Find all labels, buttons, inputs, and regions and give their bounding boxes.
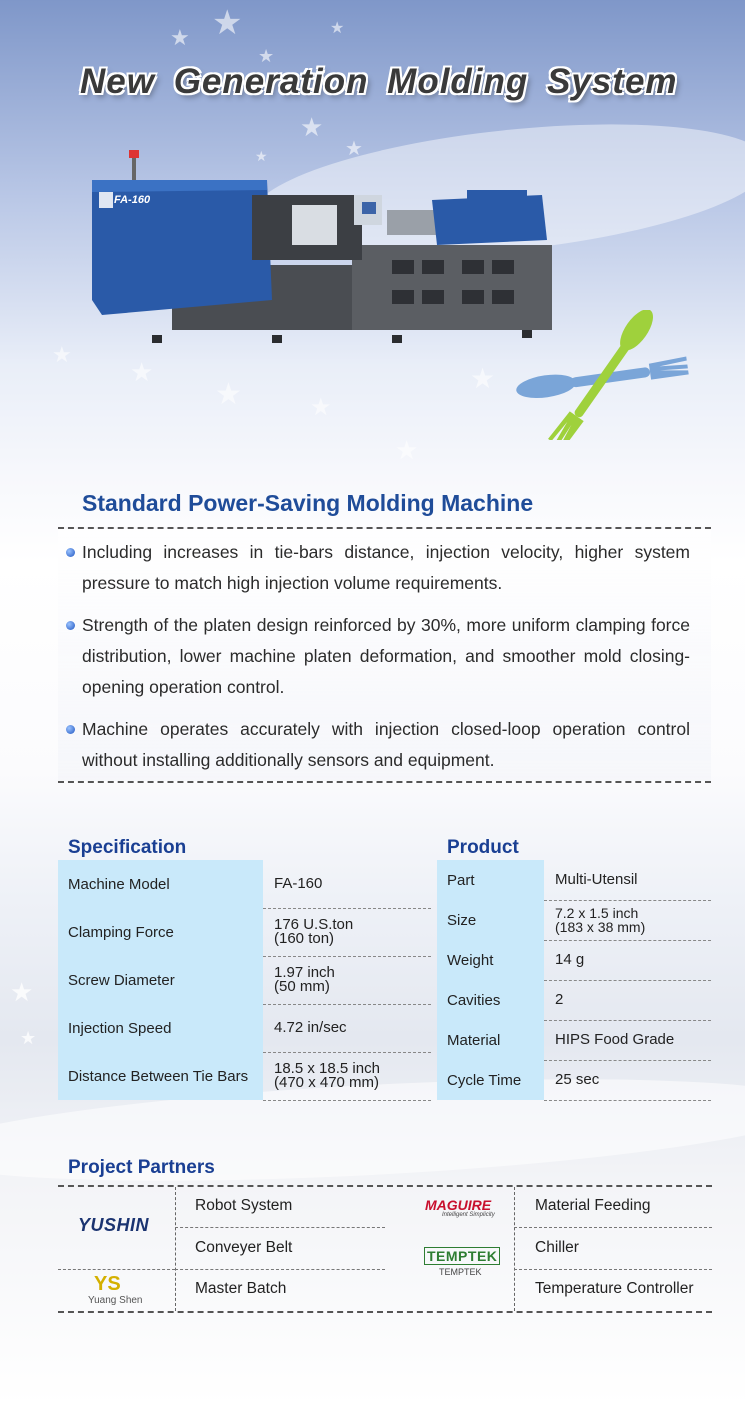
- feature-item: [82, 714, 690, 776]
- spec-label: Distance Between Tie Bars: [58, 1052, 263, 1100]
- divider: [514, 1269, 712, 1270]
- partner-item: Conveyer Belt: [195, 1239, 293, 1256]
- molding-machine-image: [92, 150, 562, 350]
- feature-text: Machine operates accurately with injection closed-loop operation control without installing additionally sensors and equipment.: [82, 719, 690, 770]
- bullet-icon: [66, 725, 75, 734]
- bullet-icon: [66, 621, 75, 630]
- product-value: 7.2 x 1.5 inch (183 x 38 mm): [544, 900, 711, 940]
- product-value: 25 sec: [544, 1060, 711, 1100]
- partner-item: Robot System: [195, 1197, 293, 1214]
- product-label: Size: [437, 900, 544, 940]
- feature-item: [82, 610, 690, 703]
- divider: [58, 1269, 175, 1270]
- star-icon: ★: [345, 136, 363, 160]
- features-box: [58, 527, 711, 783]
- divider: [175, 1269, 385, 1270]
- bullet-icon: [66, 548, 75, 557]
- star-icon: ★: [470, 362, 496, 395]
- table-row: [58, 1052, 431, 1100]
- table-row: [437, 1060, 711, 1100]
- maguire-tagline: Intelligent Simplicity: [442, 1212, 495, 1218]
- spec-value: 1.97 inch (50 mm): [263, 956, 431, 1004]
- product-label: Weight: [437, 940, 544, 980]
- spec-value: 176 U.S.ton (160 ton): [263, 908, 431, 956]
- star-icon: ★: [215, 377, 242, 412]
- star-icon: ★: [212, 3, 243, 43]
- temptek-logo: TEMPTEK: [439, 1267, 482, 1277]
- spec-label: Clamping Force: [58, 908, 263, 956]
- feature-text: Including increases in tie-bars distance, injection velocity, higher system pressure to match high injection volume requirements.: [82, 542, 690, 593]
- temptek-logo-mark: TEMPTEK: [424, 1247, 500, 1265]
- star-icon: ★: [330, 18, 345, 37]
- features-heading: Standard Power-Saving Molding Machine: [82, 490, 534, 516]
- table-row: [437, 1020, 711, 1060]
- table-row: [58, 860, 431, 908]
- table-row: [58, 1004, 431, 1052]
- product-label: Cavities: [437, 980, 544, 1020]
- maguire-logo: MAGUIRE: [425, 1197, 492, 1213]
- spec-label: Screw Diameter: [58, 956, 263, 1004]
- star-icon: ★: [130, 358, 154, 388]
- partner-item: Master Batch: [195, 1280, 287, 1297]
- partner-item: Temperature Controller: [535, 1280, 694, 1297]
- spec-label: Machine Model: [58, 860, 263, 908]
- spec-value: 18.5 x 18.5 inch (470 x 470 mm): [263, 1052, 431, 1100]
- product-value: 14 g: [544, 940, 711, 980]
- product-table: [437, 860, 711, 1101]
- star-icon: ★: [395, 436, 419, 466]
- product-label: Cycle Time: [437, 1060, 544, 1100]
- yushin-logo: YUSHIN: [78, 1215, 150, 1235]
- table-row: [58, 956, 431, 1004]
- spec-value: FA-160: [263, 860, 431, 908]
- table-row: [437, 940, 711, 980]
- divider: [175, 1227, 385, 1228]
- product-label: Part: [437, 860, 544, 900]
- table-row: [437, 980, 711, 1020]
- machine-badge: FA-160: [114, 194, 151, 206]
- product-heading: Product: [447, 837, 519, 858]
- yuang-shen-logo: Yuang Shen: [88, 1295, 143, 1306]
- star-icon: ★: [10, 978, 34, 1008]
- product-label: Material: [437, 1020, 544, 1060]
- product-value: HIPS Food Grade: [544, 1020, 711, 1060]
- product-value: 2: [544, 980, 711, 1020]
- utensil-product-image: [510, 310, 700, 440]
- star-icon: ★: [300, 113, 324, 143]
- partners-heading: Project Partners: [68, 1157, 215, 1178]
- table-row: [58, 908, 431, 956]
- specification-heading: Specification: [68, 837, 187, 858]
- star-icon: ★: [255, 149, 268, 165]
- star-icon: ★: [310, 393, 332, 421]
- partner-item: Material Feeding: [535, 1197, 651, 1214]
- table-row: [437, 900, 711, 940]
- spec-label: Injection Speed: [58, 1004, 263, 1052]
- yuang-shen-logo-mark: YS: [94, 1273, 121, 1295]
- product-value: Multi-Utensil: [544, 860, 711, 900]
- specification-table: [58, 860, 431, 1101]
- table-row: [437, 860, 711, 900]
- divider: [514, 1187, 515, 1311]
- page-title: New Generation Molding System: [80, 62, 678, 101]
- feature-text: Strength of the platen design reinforced by 30%, more uniform clamping force distribution, lower machine platen deformation, and smoother mold closing-opening operation control.: [82, 615, 690, 697]
- star-icon: ★: [258, 46, 275, 67]
- partner-item: Chiller: [535, 1239, 579, 1256]
- partners-box: [58, 1185, 712, 1313]
- star-icon: ★: [170, 26, 190, 51]
- star-icon: ★: [52, 343, 72, 368]
- feature-item: [82, 537, 690, 599]
- divider: [514, 1227, 712, 1228]
- spec-value: 4.72 in/sec: [263, 1004, 431, 1052]
- divider: [175, 1187, 176, 1311]
- star-icon: ★: [20, 1028, 37, 1049]
